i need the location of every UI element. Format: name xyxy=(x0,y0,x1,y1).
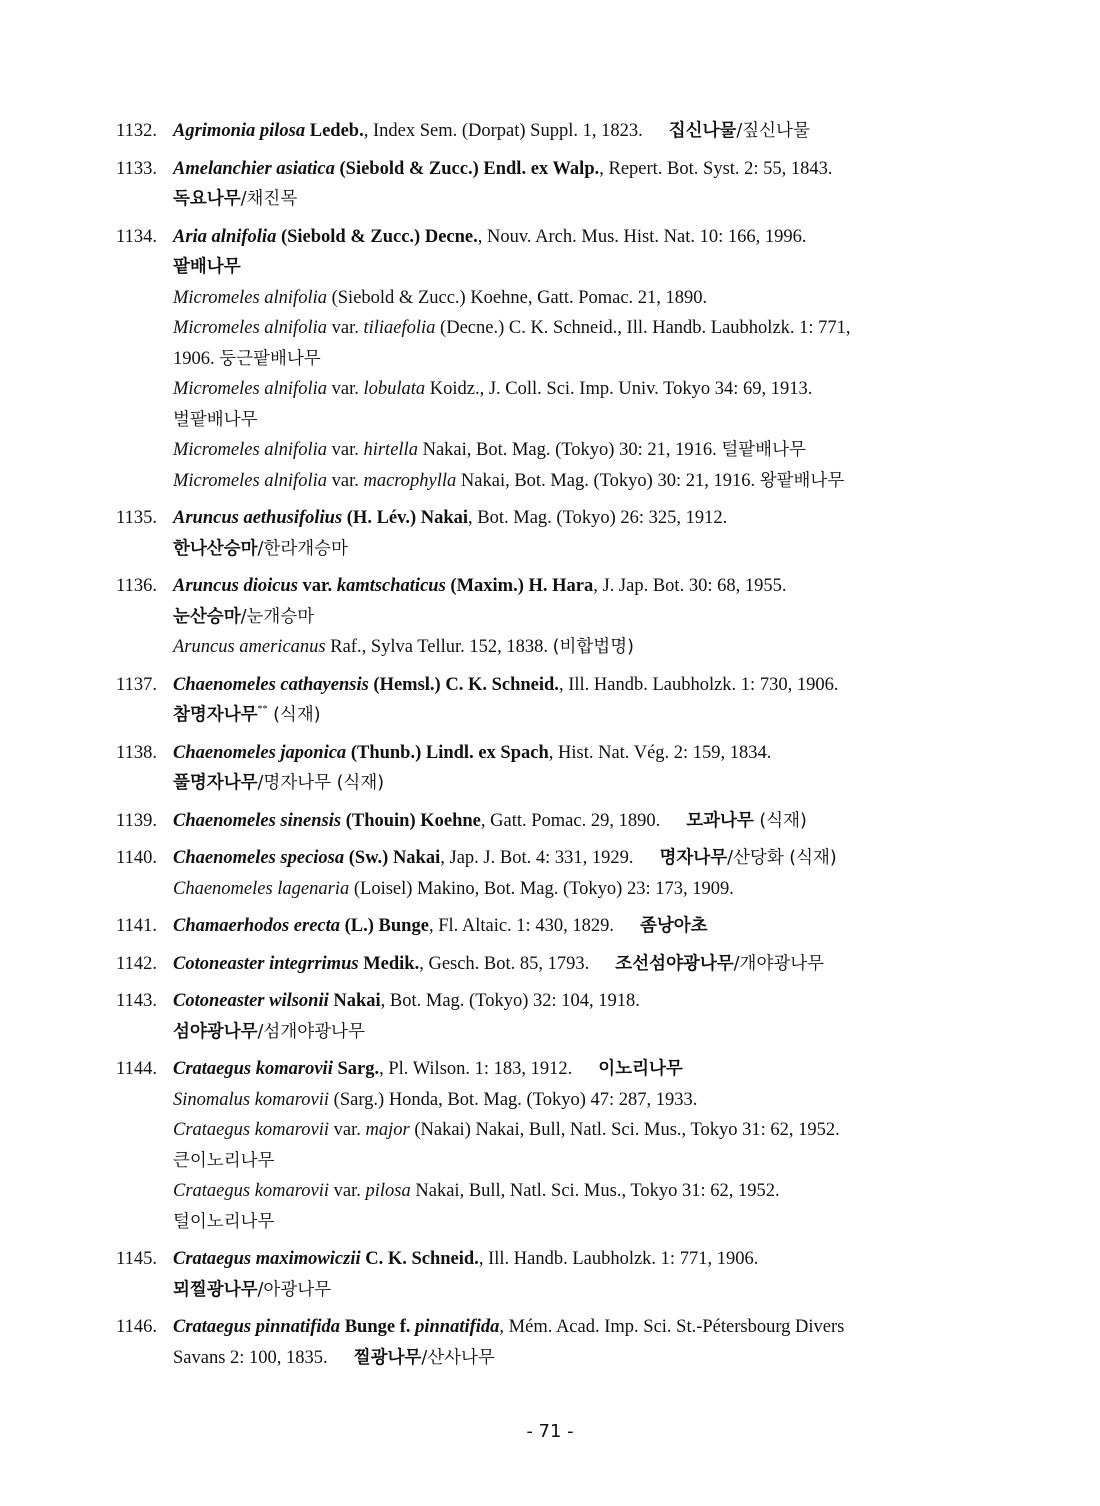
entry-line xyxy=(173,1054,996,1085)
entry-line xyxy=(173,602,996,633)
korean-name: /짚신나물 xyxy=(736,121,810,141)
entry-number: 1135. xyxy=(116,508,157,528)
entry-line xyxy=(173,534,996,565)
author-name: Sarg. xyxy=(337,1059,380,1079)
korean-name-primary: 명자나무 xyxy=(659,848,728,868)
korean-name: /명자나무 (식재) xyxy=(257,773,385,793)
entry-line xyxy=(173,344,996,375)
citation-text: var. xyxy=(326,318,364,338)
synonym-name: Micromeles alnifolia xyxy=(173,470,327,491)
synonym-name: lobulata xyxy=(363,379,426,399)
footnote-mark: ** xyxy=(257,704,268,715)
citation-text: , Fl. Altaic. 1: 430, 1829. xyxy=(428,916,614,936)
korean-name-primary: 독요나무 xyxy=(173,189,241,209)
entry-line xyxy=(173,252,996,283)
accepted-name: Chaenomeles japonica xyxy=(173,742,347,763)
entry-line xyxy=(173,435,996,466)
author-name: Medik. xyxy=(363,953,420,974)
synonym-name: Micromeles alnifolia xyxy=(173,440,327,460)
citation-text: Nakai, Bull, Natl. Sci. Mus., Tokyo 31: 62, 1952. xyxy=(410,1181,780,1201)
species-list xyxy=(116,116,996,1380)
citation-text: , Gatt. Pomac. 29, 1890. xyxy=(480,810,661,831)
synonym-name: tiliaefolia xyxy=(363,318,436,338)
citation-text: (Nakai) Nakai, Bull, Natl. Sci. Mus., Tokyo 31: 62, 1952. xyxy=(409,1120,840,1140)
accepted-name: Aria alnifolia xyxy=(173,226,277,247)
korean-name-primary: 풀명자나무 xyxy=(173,773,258,793)
entry-line xyxy=(173,911,996,942)
author-name: var. xyxy=(302,576,333,596)
author-name: (Siebold & Zucc.) Decne. xyxy=(280,226,478,247)
species-entry xyxy=(116,116,996,147)
citation-text: var. xyxy=(326,470,364,491)
species-entry xyxy=(116,986,996,1047)
author-name: Ledeb. xyxy=(309,121,364,141)
synonym-name: pilosa xyxy=(365,1181,411,1201)
citation-text: Nakai, Bot. Mag. (Tokyo) 30: 21, 1916. xyxy=(456,470,760,491)
accepted-name: Crataegus pinnatifida xyxy=(173,1317,341,1337)
entry-line xyxy=(173,405,996,436)
entry-line xyxy=(173,503,996,534)
synonym-name: Crataegus komarovii xyxy=(173,1181,330,1201)
author-name: Bunge f. xyxy=(344,1317,411,1337)
synonym-name: major xyxy=(365,1120,410,1140)
species-entry xyxy=(116,1312,996,1373)
entry-line xyxy=(173,116,996,147)
species-entry xyxy=(116,843,996,904)
citation-text: (Siebold & Zucc.) Koehne, Gatt. Pomac. 21, 1890. xyxy=(326,287,708,308)
page-number: - 71 - xyxy=(526,1421,574,1442)
author-name: (Sw.) Nakai xyxy=(348,848,441,868)
synonym-name: Aruncus americanus xyxy=(173,637,326,657)
citation-text: (Sarg.) Honda, Bot. Mag. (Tokyo) 47: 287, 1933. xyxy=(329,1089,698,1110)
korean-name-primary: 참명자나무 xyxy=(173,705,258,725)
entry-line xyxy=(173,1312,996,1343)
citation-text: , Bot. Mag. (Tokyo) 32: 104, 1918. xyxy=(380,991,640,1011)
korean-name-primary: 좀낭아초 xyxy=(639,916,708,936)
korean-name: /섬개야광나무 xyxy=(257,1021,365,1042)
author-name: (Siebold & Zucc.) Endl. ex Walp. xyxy=(339,158,600,179)
entry-line xyxy=(173,222,996,253)
korean-name-primary: 모과나무 xyxy=(686,810,754,831)
citation-text: , Ill. Handb. Laubholzk. 1: 730, 1906. xyxy=(558,674,839,695)
korean-name: /한라개승마 xyxy=(257,538,348,559)
entry-number: 1136. xyxy=(116,576,157,596)
korean-name: 벌팥배나무 xyxy=(173,409,258,430)
entry-line xyxy=(173,1115,996,1146)
accepted-name: Crataegus maximowiczii xyxy=(173,1249,361,1269)
entry-line xyxy=(173,1343,996,1374)
korean-name-primary: 뫼찔광나무 xyxy=(173,1279,258,1300)
entry-line xyxy=(173,874,996,905)
citation-text: , Ill. Handb. Laubholzk. 1: 771, 1906. xyxy=(478,1249,759,1269)
korean-name: /아광나무 xyxy=(257,1279,332,1300)
citation-text: , Hist. Nat. Vég. 2: 159, 1834. xyxy=(548,742,772,763)
species-entry xyxy=(116,154,996,215)
korean-name-primary: 섬야광나무 xyxy=(173,1021,258,1042)
author-name: (Thunb.) Lindl. ex Spach xyxy=(350,742,549,763)
korean-name: /개야광나무 xyxy=(733,953,825,974)
entry-line xyxy=(173,700,996,731)
species-entry xyxy=(116,571,996,663)
entry-line xyxy=(173,571,996,602)
entry-line xyxy=(173,1207,996,1238)
citation-text: (Decne.) C. K. Schneid., Ill. Handb. Laubholzk. 1: 771, xyxy=(435,318,851,338)
citation-text: 1906. xyxy=(173,348,220,369)
entry-number: 1133. xyxy=(116,158,157,179)
author-name: (L.) Bunge xyxy=(344,916,429,936)
citation-text: Savans 2: 100, 1835. xyxy=(173,1347,328,1368)
species-entry xyxy=(116,503,996,564)
accepted-name: Chamaerhodos erecta xyxy=(173,916,341,936)
citation-text: , J. Jap. Bot. 30: 68, 1955. xyxy=(593,576,787,596)
korean-name: 왕팥배나무 xyxy=(759,470,845,491)
entry-line xyxy=(173,670,996,701)
entry-line xyxy=(173,374,996,405)
entry-line xyxy=(173,1244,996,1275)
species-entry xyxy=(116,949,996,980)
entry-line xyxy=(173,154,996,185)
korean-name: /눈개승마 xyxy=(240,606,315,627)
entry-number: 1132. xyxy=(116,121,157,141)
entry-line xyxy=(173,738,996,769)
accepted-name: Aruncus dioicus xyxy=(173,576,298,596)
korean-name: 둥근팥배나무 xyxy=(219,348,321,369)
entry-number: 1142. xyxy=(116,953,157,974)
entry-line xyxy=(173,806,996,837)
entry-line xyxy=(173,1176,996,1207)
accepted-name: Crataegus komarovii xyxy=(173,1059,333,1079)
entry-line xyxy=(173,1146,996,1177)
citation-text: Nakai, Bot. Mag. (Tokyo) 30: 21, 1916. xyxy=(417,440,722,460)
entry-line xyxy=(173,1017,996,1048)
entry-number: 1139. xyxy=(116,810,157,831)
species-entry xyxy=(116,1244,996,1305)
citation-text: var. xyxy=(329,1181,366,1201)
accepted-name: Chaenomeles cathayensis xyxy=(173,674,369,695)
citation-text: , Repert. Bot. Syst. 2: 55, 1843. xyxy=(599,158,833,179)
entry-number: 1144. xyxy=(116,1059,157,1079)
korean-name-primary: 조선섬야광나무 xyxy=(615,953,734,974)
author-name: (Hemsl.) C. K. Schneid. xyxy=(373,674,559,695)
entry-number: 1140. xyxy=(116,848,157,868)
citation-text: Raf., Sylva Tellur. 152, 1838. xyxy=(325,637,553,657)
citation-text: , Mém. Acad. Imp. Sci. St.-Pétersbourg Divers xyxy=(499,1317,845,1337)
author-name: (Thouin) Koehne xyxy=(345,810,481,831)
synonym-name: macrophylla xyxy=(363,470,457,491)
author-name: (H. Lév.) Nakai xyxy=(346,508,469,528)
species-entry xyxy=(116,911,996,942)
entry-number: 1143. xyxy=(116,991,157,1011)
entry-line xyxy=(173,313,996,344)
entry-line xyxy=(173,843,996,874)
accepted-name: Cotoneaster wilsonii xyxy=(173,991,329,1011)
entry-line xyxy=(173,466,996,497)
author-name: Nakai xyxy=(333,991,381,1011)
accepted-name: Agrimonia pilosa xyxy=(173,121,306,141)
synonym-name: Micromeles alnifolia xyxy=(173,287,327,308)
entry-line xyxy=(173,632,996,663)
korean-name: /채진목 xyxy=(240,189,298,209)
synonym-name: Sinomalus komarovii xyxy=(173,1089,330,1110)
korean-name-primary: 팥배나무 xyxy=(173,257,241,277)
korean-name-primary: 찔광나무 xyxy=(353,1347,422,1368)
author-name: (Maxim.) H. Hara xyxy=(450,576,594,596)
species-entry xyxy=(116,222,996,497)
citation-text: , Gesch. Bot. 85, 1793. xyxy=(419,953,590,974)
entry-line xyxy=(173,1085,996,1116)
korean-name-primary: 이노리나무 xyxy=(598,1059,683,1079)
author-name: C. K. Schneid. xyxy=(365,1249,479,1269)
entry-line xyxy=(173,1275,996,1306)
synonym-name: Chaenomeles lagenaria xyxy=(173,878,350,899)
korean-name: (비합법명) xyxy=(552,637,634,657)
accepted-name: Chaenomeles speciosa xyxy=(173,848,345,868)
korean-name-primary: 집신나물 xyxy=(668,121,737,141)
citation-text: , Index Sem. (Dorpat) Suppl. 1, 1823. xyxy=(363,121,643,141)
korean-name: 털팥배나무 xyxy=(721,440,806,460)
entry-line xyxy=(173,283,996,314)
citation-text: (Loisel) Makino, Bot. Mag. (Tokyo) 23: 173, 1909. xyxy=(349,878,734,899)
entry-line xyxy=(173,184,996,215)
korean-name: 털이노리나무 xyxy=(173,1211,275,1232)
accepted-name: Chaenomeles sinensis xyxy=(173,810,342,831)
species-entry xyxy=(116,738,996,799)
citation-text: var. xyxy=(326,440,364,460)
entry-number: 1141. xyxy=(116,916,157,936)
korean-name: (식재) xyxy=(267,705,321,725)
korean-name: /산사나무 xyxy=(421,1347,495,1368)
accepted-name: Aruncus aethusifolius xyxy=(173,508,343,528)
entry-line xyxy=(173,986,996,1017)
citation-text: , Nouv. Arch. Mus. Hist. Nat. 10: 166, 1996. xyxy=(477,226,807,247)
entry-number: 1146. xyxy=(116,1317,157,1337)
entry-line xyxy=(173,768,996,799)
entry-number: 1145. xyxy=(116,1249,157,1269)
citation-text: var. xyxy=(329,1120,366,1140)
citation-text: , Jap. J. Bot. 4: 331, 1929. xyxy=(440,848,634,868)
synonym-name: Micromeles alnifolia xyxy=(173,318,327,338)
synonym-name: Crataegus komarovii xyxy=(173,1120,330,1140)
entry-number: 1137. xyxy=(116,674,157,695)
accepted-name: Amelanchier asiatica xyxy=(173,158,335,179)
accepted-name: pinnatifida xyxy=(415,1317,500,1337)
entry-line xyxy=(173,949,996,980)
species-entry xyxy=(116,1054,996,1237)
entry-number: 1134. xyxy=(116,226,157,247)
citation-text: var. xyxy=(326,379,364,399)
entry-number: 1138. xyxy=(116,742,157,763)
accepted-name: Cotoneaster integrrimus xyxy=(173,953,359,974)
korean-name-primary: 눈산승마 xyxy=(173,606,241,627)
citation-text: , Bot. Mag. (Tokyo) 26: 325, 1912. xyxy=(468,508,728,528)
korean-name-primary: 한나산승마 xyxy=(173,538,258,559)
species-entry xyxy=(116,806,996,837)
citation-text: , Pl. Wilson. 1: 183, 1912. xyxy=(379,1059,573,1079)
korean-name: (식재) xyxy=(753,810,807,831)
citation-text: Koidz., J. Coll. Sci. Imp. Univ. Tokyo 34: 69, 1913. xyxy=(425,379,813,399)
korean-name: /산당화 (식재) xyxy=(727,848,837,868)
synonym-name: Micromeles alnifolia xyxy=(173,379,327,399)
species-entry xyxy=(116,670,996,731)
synonym-name: hirtella xyxy=(363,440,418,460)
korean-name: 큰이노리나무 xyxy=(173,1150,275,1171)
accepted-name: kamtschaticus xyxy=(336,576,446,596)
